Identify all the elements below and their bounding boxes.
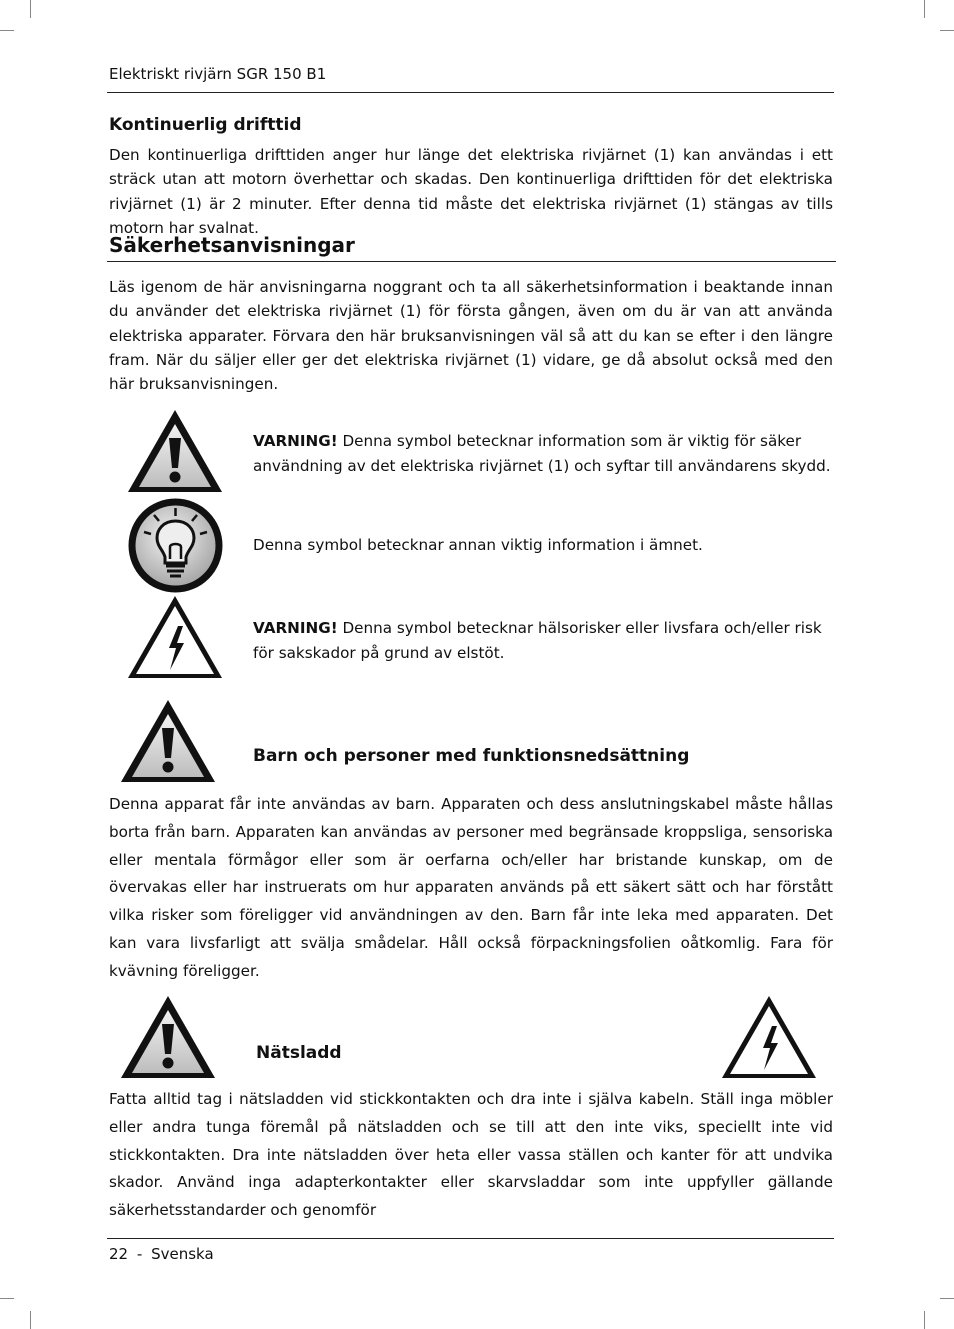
crop-mark <box>0 30 14 31</box>
mains-paragraph: Fatta alltid tag i nätsladden vid stickkontakten och dra inte i själva kabeln. Ställ inga möbler eller andra tunga föremål på nätsladden och se till att den inte viks, speciellt inte vid stickkontakten. Dra inte nätsladden över heta eller vassa ställen och kanter för att undvika skador. Använd inga adapterkontakter eller skarvsladdar som inte uppfyller gällande säkerhetsstandarder och genomför <box>109 1090 833 1220</box>
warning-triangle-icon <box>119 994 217 1080</box>
lightbulb-icon <box>127 497 224 594</box>
page-footer <box>109 1244 214 1264</box>
crop-mark <box>30 0 31 18</box>
crop-mark <box>940 30 954 31</box>
safety-heading-rule <box>107 261 836 262</box>
crop-mark <box>924 0 925 18</box>
warning-label: VARNING! <box>253 432 338 450</box>
symbol-shock-description: Denna symbol betecknar hälsorisker eller livsfara och/eller risk för sakskador på grund av elstöt. <box>253 619 822 662</box>
children-paragraph: Denna apparat får inte användas av barn. Apparaten och dess anslutningskabel måste hållas borta från barn. Apparaten kan användas av personer med begränsade kroppsliga, sensoriska eller mentala förmågor eller som är oerfarna och/eller har bristande kunskap, om de övervakas eller har instruerats om hur apparaten används på ett säkert sätt och har förstått vilka risker som föreligger vid användningen av den. Barn får inte leka med apparaten. Det kan vara livsfarligt att svälja smådelar. Håll också förpackningsfolien oåtkomlig. Fara för kvävning föreligger. <box>109 795 833 980</box>
children-heading: Barn och personer med funktionsnedsättning <box>253 746 690 766</box>
symbol-shock-text <box>253 616 833 665</box>
mains-heading: Nätsladd <box>256 1043 342 1063</box>
continuous-heading: Kontinuerlig drifttid <box>109 115 302 135</box>
safety-heading: Säkerhetsanvisningar <box>109 233 355 257</box>
symbol-warning-description: Denna symbol betecknar information som är viktig för säker användning av det elektriska rivjärnet (1) och syftar till användarens skydd. <box>253 432 831 475</box>
footer-language: Svenska <box>151 1245 214 1263</box>
warning-label: VARNING! <box>253 619 338 637</box>
symbol-info-text: Denna symbol betecknar annan viktig information i ämnet. <box>253 536 703 554</box>
crop-mark <box>0 1298 14 1299</box>
safety-intro-paragraph: Läs igenom de här anvisningarna noggrant och ta all säkerhetsinformation i beaktande innan du använder det elektriska rivjärnet (1) för första gången, även om du är van att använda elektriska apparater. Förvara den här bruksanvisningen väl så att du kan se efter i den längre fram. När du säljer eller ger det elektriska rivjärnet (1) vidare, ge då absolut också med den här bruksanvisningen. <box>109 278 833 394</box>
continuous-paragraph: Den kontinuerliga drifttiden anger hur länge det elektriska rivjärnet (1) kan användas i ett sträck utan att motorn överhettar och skadas. Den kontinuerliga drifttiden för det elektriska rivjärnet (1) är 2 minuter. Efter denna tid måste det elektriska rivjärnet (1) stängas av tills motorn har svalnat. <box>109 146 833 237</box>
header-rule <box>107 92 834 93</box>
warning-triangle-icon <box>119 698 217 784</box>
symbol-warning-text <box>253 429 833 478</box>
footer-rule <box>107 1238 834 1239</box>
electric-shock-icon <box>720 994 818 1080</box>
page-number: 22 <box>109 1245 129 1263</box>
crop-mark <box>940 1298 954 1299</box>
electric-shock-icon <box>126 594 224 680</box>
crop-mark <box>924 1311 925 1329</box>
running-header: Elektriskt rivjärn SGR 150 B1 <box>109 65 327 83</box>
warning-triangle-icon <box>126 408 224 494</box>
crop-mark <box>30 1311 31 1329</box>
footer-separator: - <box>136 1245 143 1263</box>
